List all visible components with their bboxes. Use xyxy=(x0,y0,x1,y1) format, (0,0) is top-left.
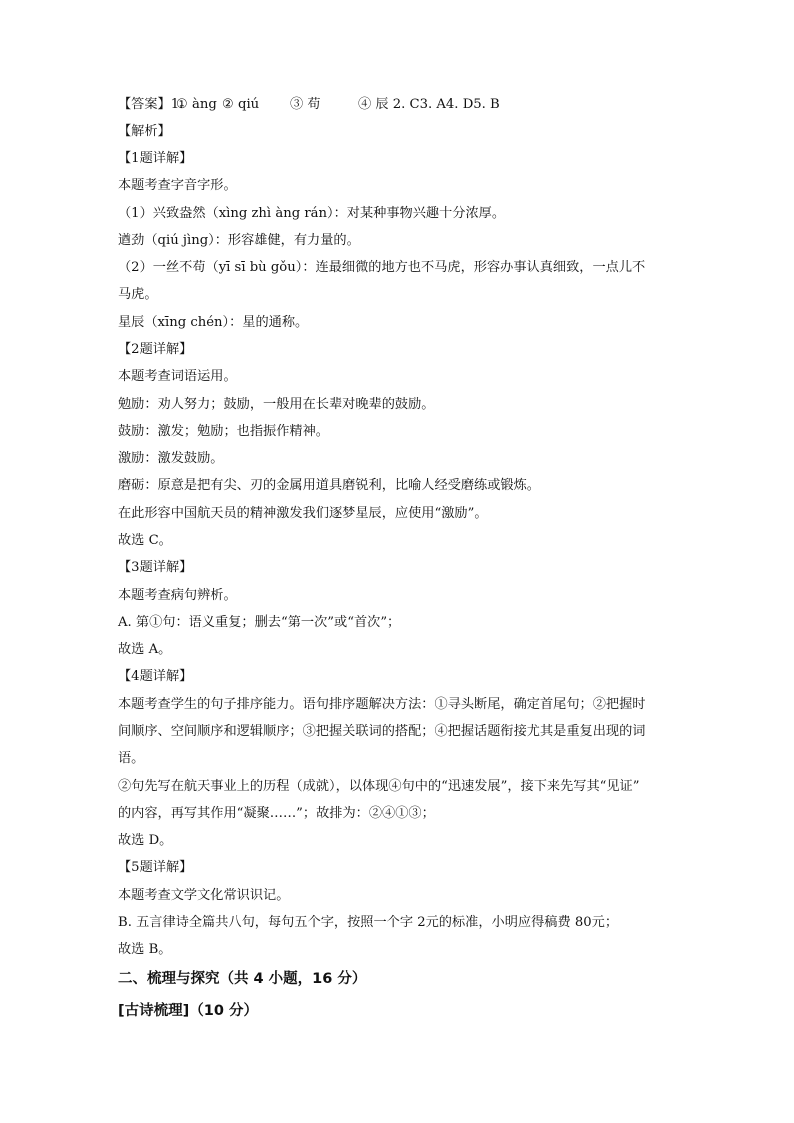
text-line: 遒劲（qiú jìng）：形容雄健，有力量的。 xyxy=(118,233,360,248)
text-line: （1）兴致盎然（xìng zhì àng rán）：对某种事物兴趣十分浓厚。 xyxy=(118,206,506,221)
text-line: 本题考查字音字形。 xyxy=(118,178,237,193)
text-line: 故选 D。 xyxy=(118,833,173,848)
text-line: ②句先写在航天事业上的历程（成就），以体现④句中的“迅速发展”，接下来先写其“见证” xyxy=(118,779,640,794)
answer-row xyxy=(118,96,678,114)
text-line: A. 第①句：语义重复；删去“第一次”或“首次”； xyxy=(118,615,401,630)
answer-label: 【答案】1. xyxy=(118,97,184,112)
text-line: 勉励：劝人努力；鼓励，一般用在长辈对晚辈的鼓励。 xyxy=(118,397,435,412)
text-line: 在此形容中国航天员的精神激发我们逐梦星辰，应使用“激励”。 xyxy=(118,506,488,521)
text-line: 的内容，再写其作用“凝聚……”；故排为：②④①③； xyxy=(118,806,435,821)
q5-detail-heading: 【5题详解】 xyxy=(118,860,193,875)
answer-item-4: ④ 辰 2. C3. A4. D5. B xyxy=(358,97,500,112)
text-line: 故选 A。 xyxy=(118,642,172,657)
text-line: 本题考查文学文化常识识记。 xyxy=(118,888,290,903)
q3-detail-heading: 【3题详解】 xyxy=(118,560,193,575)
text-line: 语。 xyxy=(118,751,145,766)
analysis-label: 【解析】 xyxy=(118,124,171,139)
text-line: 鼓励：激发；勉励；也指振作精神。 xyxy=(118,424,329,439)
text-line: 本题考查病句辨析。 xyxy=(118,588,237,603)
q1-detail-heading: 【1题详解】 xyxy=(118,151,193,166)
text-line: （2）一丝不苟（yī sī bù gǒu）：连最细微的地方也不马虎，形容办事认真细致，一点儿不 xyxy=(118,260,646,275)
text-line: 故选 C。 xyxy=(118,533,172,548)
text-line: 星辰（xīng chén）：星的通称。 xyxy=(118,315,309,330)
text-line: 马虎。 xyxy=(118,287,158,302)
subsection-title: [古诗梳理]（10 分） xyxy=(118,1003,258,1019)
text-line: 本题考查学生的句子排序能力。语句排序题解决方法：①寻头断尾，确定首尾句；②把握时 xyxy=(118,697,646,712)
text-line: B. 五言律诗全篇共八句，每句五个字，按照一个字 2元的标准，小明应得稿费 80元； xyxy=(118,915,619,930)
text-line: 磨砺：原意是把有尖、刃的金属用道具磨锐利，比喻人经受磨练或锻炼。 xyxy=(118,478,540,493)
section-title: 二、梳理与探究（共 4 小题，16 分） xyxy=(118,971,367,987)
text-line: 间顺序、空间顺序和逻辑顺序；③把握关联词的搭配；④把握话题衔接尤其是重复出现的词 xyxy=(118,724,646,739)
text-line: 激励：激发鼓励。 xyxy=(118,451,224,466)
q2-detail-heading: 【2题详解】 xyxy=(118,342,193,357)
q4-detail-heading: 【4题详解】 xyxy=(118,669,193,684)
text-line: 本题考查词语运用。 xyxy=(118,369,237,384)
answer-item-3: ③ 苟 xyxy=(290,97,321,112)
answer-item-1: ① àng xyxy=(176,97,217,112)
answer-item-2: ② qiú xyxy=(222,97,260,112)
text-line: 故选 B。 xyxy=(118,942,172,957)
